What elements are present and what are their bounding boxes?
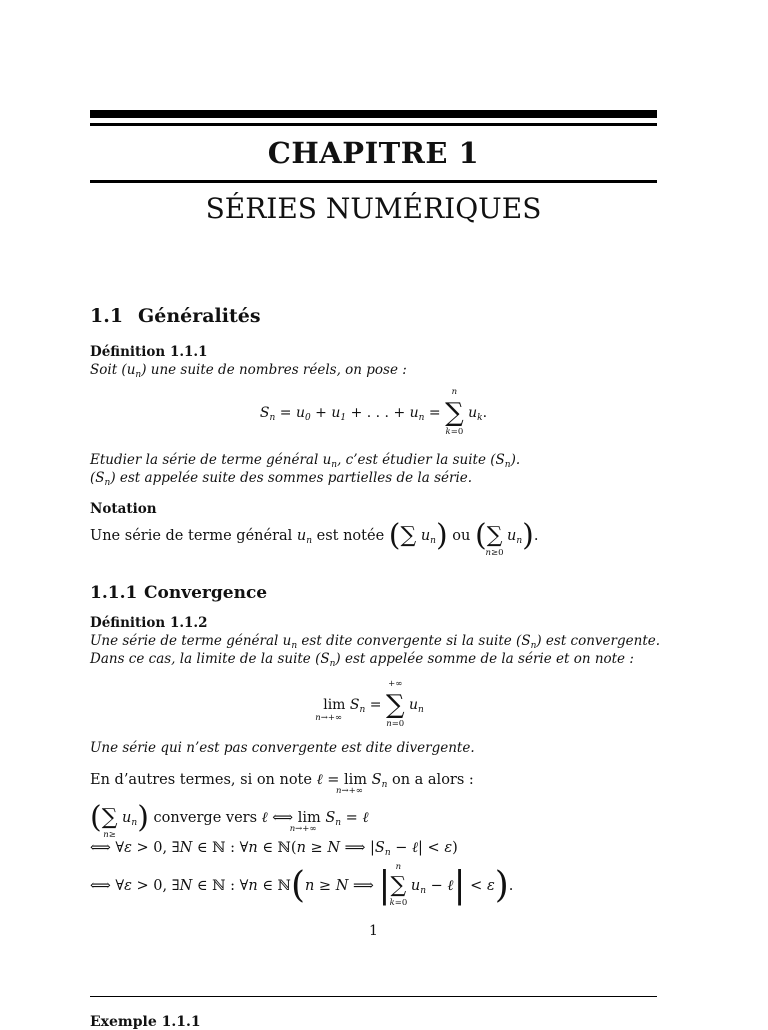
definition-2-label: Définition 1.1.2 xyxy=(90,615,208,631)
definition-2-line-1: Une série de terme général $u_n$ est dite convergente si la suite $(S_n)$ est convergente. xyxy=(90,633,661,651)
definition-1-text-2: $(S_n)$ est appelée suite des sommes partielles de la série. xyxy=(90,470,473,488)
chapter-label: CHAPITRE 1 xyxy=(267,136,480,170)
definition-2-line-2: Dans ce cas, la limite de la suite $(S_n)$ est appelée somme de la série et on note : xyxy=(90,651,634,669)
section-heading xyxy=(90,305,261,327)
section-title: Généralités xyxy=(138,305,261,327)
chapter-top-rule-thick xyxy=(90,110,657,118)
definition-1-intro: Soit $(u_n)$ une suite de nombres réels, on pose : xyxy=(90,362,407,380)
next-page-rule xyxy=(90,996,657,997)
chapter-top-rule-thin xyxy=(90,123,657,126)
sum-symbol: ∑ n k=0 xyxy=(445,387,464,437)
series-sum-formula: lim n→+∞ $S_n$ = ∑ +∞ n=0 $u_n$ xyxy=(315,679,424,729)
equivalence-line-2: ⟺ ∀ε > 0, ∃N ∈ ℕ : ∀n ∈ ℕ(n ≥ N ⟹ $|S_n$ − ℓ| < ε) xyxy=(90,840,458,858)
section-number: 1.1 xyxy=(90,305,124,327)
page-number: 1 xyxy=(369,923,378,939)
next-page-heading: Exemple 1.1.1 xyxy=(90,1014,201,1030)
divergence-text: Une série qui n’est pas convergente est dite divergente. xyxy=(90,740,475,756)
document-page xyxy=(90,0,661,1030)
chapter-title: SÉRIES NUMÉRIQUES xyxy=(205,192,542,225)
definition-1-text-1: Etudier la série de terme général $u_n$, c’est étudier la suite $(S_n)$. xyxy=(90,452,521,470)
chapter-mid-rule xyxy=(90,180,657,183)
sum-symbol: ∑ +∞ n=0 xyxy=(385,679,405,729)
notation-label: Notation xyxy=(90,501,157,517)
subsection-title: Convergence xyxy=(144,583,268,603)
notation-text: Une série de terme général $u_n$ est notée (∑ $u_n$) ou (∑ n≥0 $u_n$). xyxy=(90,518,539,558)
other-terms-intro: En d’autres termes, si on note ℓ = lim n→+∞ $S_n$ on a alors : xyxy=(90,772,474,796)
equivalence-line-3: ⟺ ∀ε > 0, ∃N ∈ ℕ : ∀n ∈ ℕ(n ≥ N ⟹ |∑ n k=0 $u_n$ − ℓ| < ε). xyxy=(90,862,514,908)
subsection-heading xyxy=(90,583,267,603)
subsection-number: 1.1.1 xyxy=(90,583,138,603)
definition-1-label: Définition 1.1.1 xyxy=(90,344,208,360)
partial-sum-formula: $S_n = u_0 + u_1$ + . . . + $u_n$ = ∑ n k=0 $u_k$. xyxy=(259,387,488,437)
equivalence-line-1: (∑ n≥ $u_n$) converge vers ℓ ⟺ lim n→+∞ $S_n$ = ℓ xyxy=(90,800,369,840)
